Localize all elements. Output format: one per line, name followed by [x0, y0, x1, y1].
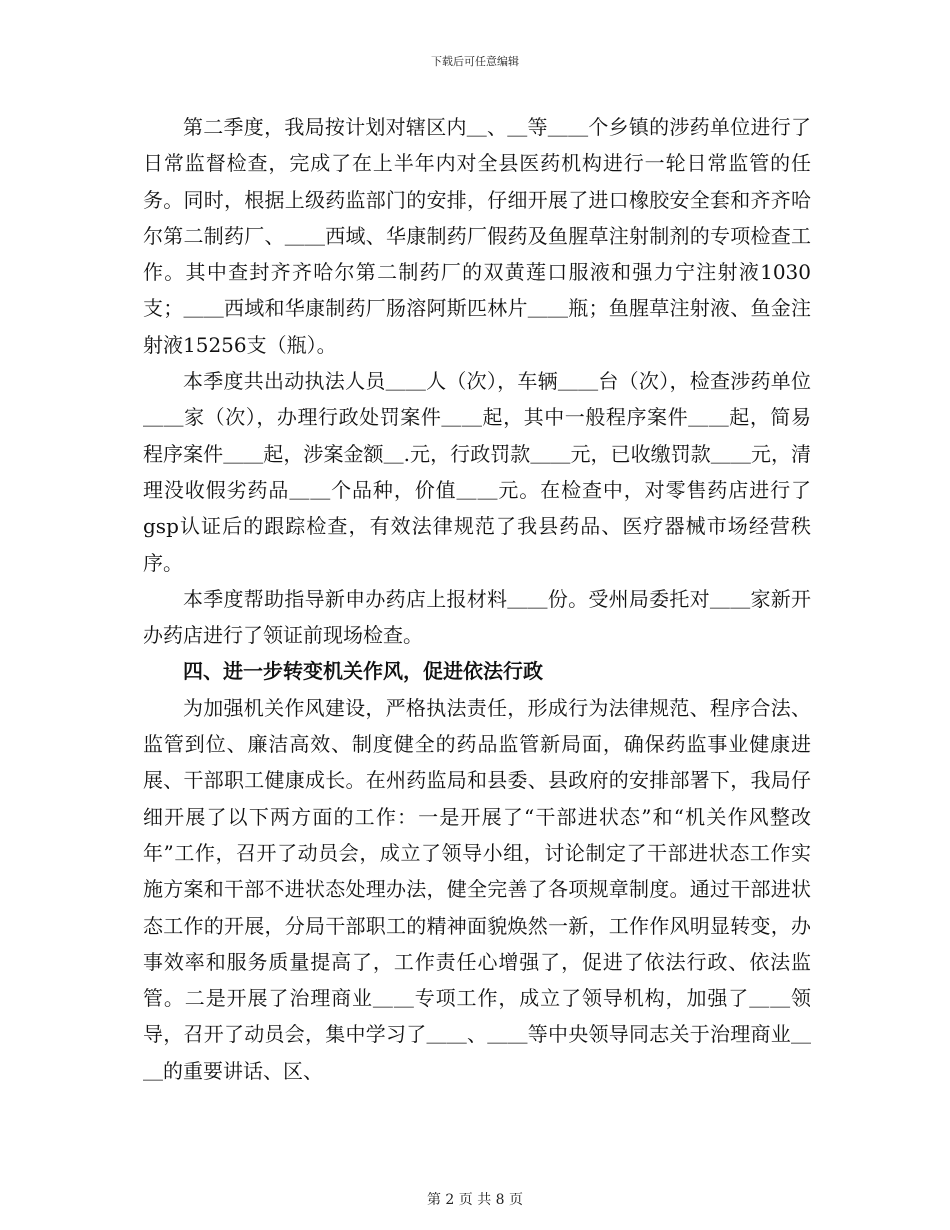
paragraph-enforcement-stats: 本季度共出动执法人员＿＿人（次），车辆＿＿台（次），检查涉药单位＿＿家（次），办理行政处罚案件＿＿起，其中一般程序案件＿＿起，简易程序案件＿＿起，涉案金额＿.元，行政罚款＿＿元，已收缴罚款＿＿元，清理没收假劣药品＿＿个品种，价值＿＿元。在检查中，对零售药店进行了gsp认证后的跟踪检查，有效法律规范了我县药品、医疗器械市场经营秩序。	[143, 369, 811, 575]
section-heading: 四、进一步转变机关作风，促进依法行政	[183, 659, 543, 684]
paragraph-new-pharmacies: 本季度帮助指导新申办药店上报材料＿＿份。受州局委托对＿＿家新开办药店进行了领证前现场检查。	[143, 586, 811, 648]
page-footer: 第 2 页 共 8 页	[426, 1192, 524, 1208]
document-body	[143, 109, 811, 1089]
paragraph-work-style: 为加强机关作风建设，严格执法责任，形成行为法律规范、程序合法、监管到位、廉洁高效、制度健全的药品监管新局面，确保药监事业健康进展、干部职工健康成长。在州药监局和县委、县政府的安排部署下，我局仔细开展了以下两方面的工作：一是开展了“干部进状态”和“机关作风整改年”工作，召开了动员会，成立了领导小组，讨论制定了干部进状态工作实施方案和干部不进状态处理办法，健全完善了各项规章制度。通过干部进状态工作的开展，分局干部职工的精神面貌焕然一新，工作作风明显转变，办事效率和服务质量提高了，工作责任心增强了，促进了依法行政、依法监管。二是开展了治理商业＿＿专项工作，成立了领导机构，加强了＿＿领导，召开了动员会，集中学习了＿＿、＿＿等中央领导同志关于治理商业＿＿的重要讲话、区、	[143, 695, 811, 1083]
page-header: 下载后可任意编辑	[431, 55, 519, 68]
paragraph-q2-inspection: 第二季度，我局按计划对辖区内＿、＿等＿＿个乡镇的涉药单位进行了日常监督检查，完成了在上半年内对全县医药机构进行一轮日常监管的任务。同时，根据上级药监部门的安排，仔细开展了进口橡胶安全套和齐齐哈尔第二制药厂、＿＿西域、华康制药厂假药及鱼腥草注射制剂的专项检查工作。其中查封齐齐哈尔第二制药厂的双黄莲口服液和强力宁注射液1030支；＿＿西域和华康制药厂肠溶阿斯匹林片＿＿瓶；鱼腥草注射液、鱼金注射液15256支（瓶）。	[143, 115, 811, 357]
